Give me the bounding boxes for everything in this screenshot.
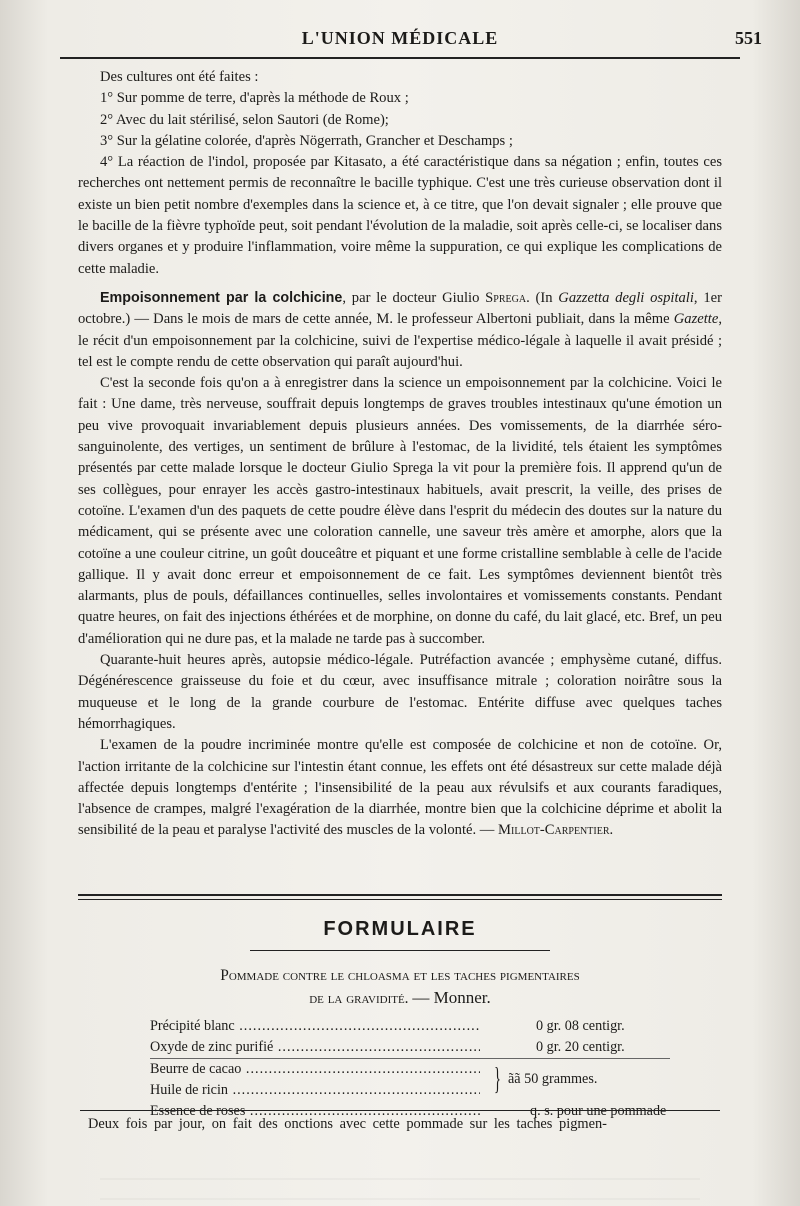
ingredient-name: Essence de roses ..... [150, 1101, 480, 1122]
show-through [100, 1160, 700, 1200]
recipe-title-line-2: de la gravidité. [309, 990, 409, 1007]
ingredient-group [150, 1058, 670, 1101]
article-title: Empoisonnement par la colchicine [100, 289, 343, 306]
ingredient-row [150, 1016, 670, 1037]
recipe-title-line-1: Pommade contre le chloasma et les taches pigmentaires [220, 967, 580, 984]
article-paragraph: C'est la seconde fois qu'on a à enregistrer dans la science un empoisonnement par la colchicine. Voici le fait : Une dame, très nerveuse, souffrait depuis longtemps de graves troubles intestinaux qu'une émotion un peu vive provoquait invariablement depuis plusieurs années. Des vomissements, de la diarrhée séro-sanguinolente, des vertiges, un sentiment de brûlure à l'estomac, de la lividité, tels étaient les symptômes présentés par cette malade lorsque le docteur Giulio Sprega la vit pour la première fois. Il apprend qu'un de ses collègues, pour enrayer les accès gastro-intestinaux habituels, avait prescrit, la veille, des prises de cotoïne. L'examen d'un des paquets de cette poudre élève dans l'esprit du médecin des doutes sur la nature du médicament, qui se présente avec une coloration cannelle, une saveur très amère et amorphe, alors que la cotoïne a une couleur citrine, un goût douceâtre et piquant et une forme cristalline semblable à celle de l'acide gallique. Il y avait donc erreur et empoisonnement de ce fait. Les symptômes deviennent bientôt très alarmants, plus de pouls, défaillances continuelles, selles involontaires et vomissements constants. Pendant quatre heures, on fait des injections éthérées et de morphine, on donne du café, du lait glacé, etc. Bref, un peu d'amélioration qui ne dure pas, et la malade ne tarde pas à succomber. [78, 375, 722, 647]
article-paragraph: Quarante-huit heures après, autopsie médico-légale. Putréfaction avancée ; emphysème cutané, diffus. Dégénérescence graisseuse du foie et du cœur, avec insuffisance mitrale ; coloration noirâtre sous la muqueuse et le long de la grande courbure de l'estomac. Entérite diffuse avec quelques taches hémorrhagiques. [78, 652, 722, 732]
main-text [78, 67, 722, 842]
journal-name: Gazzetta degli ospitali [558, 289, 694, 306]
culture-item-1: 1° Sur pomme de terre, d'après la méthode de Roux ; [100, 90, 409, 107]
page-number: 551 [735, 28, 762, 48]
running-title: L'UNION MÉDICALE [301, 28, 499, 48]
ingredient-row [150, 1037, 670, 1058]
article-paragraph-final [78, 735, 722, 841]
ingredient-qty: 0 gr. 08 centigr. [536, 1018, 625, 1034]
ingredient-qty: q. s. pour une pommade [530, 1103, 667, 1119]
article-colchicine-lead [78, 288, 722, 373]
section-title: FORMULAIRE [323, 918, 477, 940]
page-header [60, 24, 762, 54]
ingredient-name: Beurre de cacao ..... [150, 1059, 480, 1080]
byline-rest: , le récit d'un empoisonnement par la colchicine, suivi de l'expertise médico-légale à laquelle il avait présidé ; tel est le compte rendu de cette observation qui paraît aujourd'hui. [78, 311, 722, 370]
author-name: Sprega [485, 289, 527, 306]
culture-item-4: 4° La réaction de l'indol, proposée par Kitasato, a été caractéristique dans sa négation ; enfin, toutes ces recherches ont nettement permis de reconnaître le bacille typhique. C'est une très curieuse observation dont il existe un bien petit nombre d'exemples dans la science et, à ce titre, que l'on devait signaler ; elle prouve que le bacille de la fièvre typhoïde peut, soit pendant l'évolution de la maladie, soit après celle-ci, se localiser dans divers organes et y produire l'inflammation, voire même la suppuration, ce qui explique les complications de cette maladie. [78, 154, 722, 277]
signature: Millot-Carpentier. [498, 822, 614, 839]
group-qty: ãã 50 grammes. [508, 1071, 598, 1087]
recipe-usage: Deux fois par jour, on fait des onctions avec cette pommade sur les taches pigmen- [88, 1116, 607, 1132]
ingredient-name: Huile de ricin ..... [150, 1080, 480, 1101]
header-rule [60, 57, 740, 59]
section-divider [78, 894, 722, 900]
byline-date: , 1er octobre.) — Dans le mois de mars de cette année, M. le professeur Albertoni publiait, dans la même [78, 289, 722, 328]
group-brace-icon: } [494, 1060, 501, 1096]
culture-item-2: 2° Avec du lait stérilisé, selon Sautori (de Rome); [100, 111, 389, 128]
ingredient-name: Oxyde de zinc purifié ..... [150, 1037, 480, 1058]
title-underline [250, 950, 550, 951]
culture-item-3: 3° Sur la gélatine colorée, d'après Nögerrath, Grancher et Deschamps ; [100, 132, 513, 149]
byline-pre: , par le docteur Giulio [342, 289, 486, 306]
recipe-title [80, 965, 720, 1010]
byline-mid: . (In [526, 289, 559, 306]
recipe-author: — Monner. [412, 988, 491, 1007]
ingredient-name: Précipité blanc ..... [150, 1016, 480, 1037]
gazette-ref: Gazette [673, 311, 719, 328]
recipe-ingredients [150, 1016, 670, 1122]
ingredient-qty: 0 gr. 20 centigr. [536, 1039, 625, 1055]
cultures-intro: Des cultures ont été faites : [100, 69, 259, 85]
recipe-rule [80, 1110, 720, 1111]
final-paragraph-text: L'examen de la poudre incriminée montre qu'elle est composée de colchicine et non de cotoïne. Or, l'action irritante de la colchicine sur l'intestin étant connue, les effets ont été désastreux sur cette malade déjà affectée depuis longtemps d'entérite ; l'insensibilité de la peau aux révulsifs et aux courants faradiques, l'absence de crampes, malgré l'exagération de la diarrhée, montre bien que la colchicine déprime et abolit la sensibilité de la peau et paralyse l'activité des muscles de la volonté. — [78, 737, 722, 839]
